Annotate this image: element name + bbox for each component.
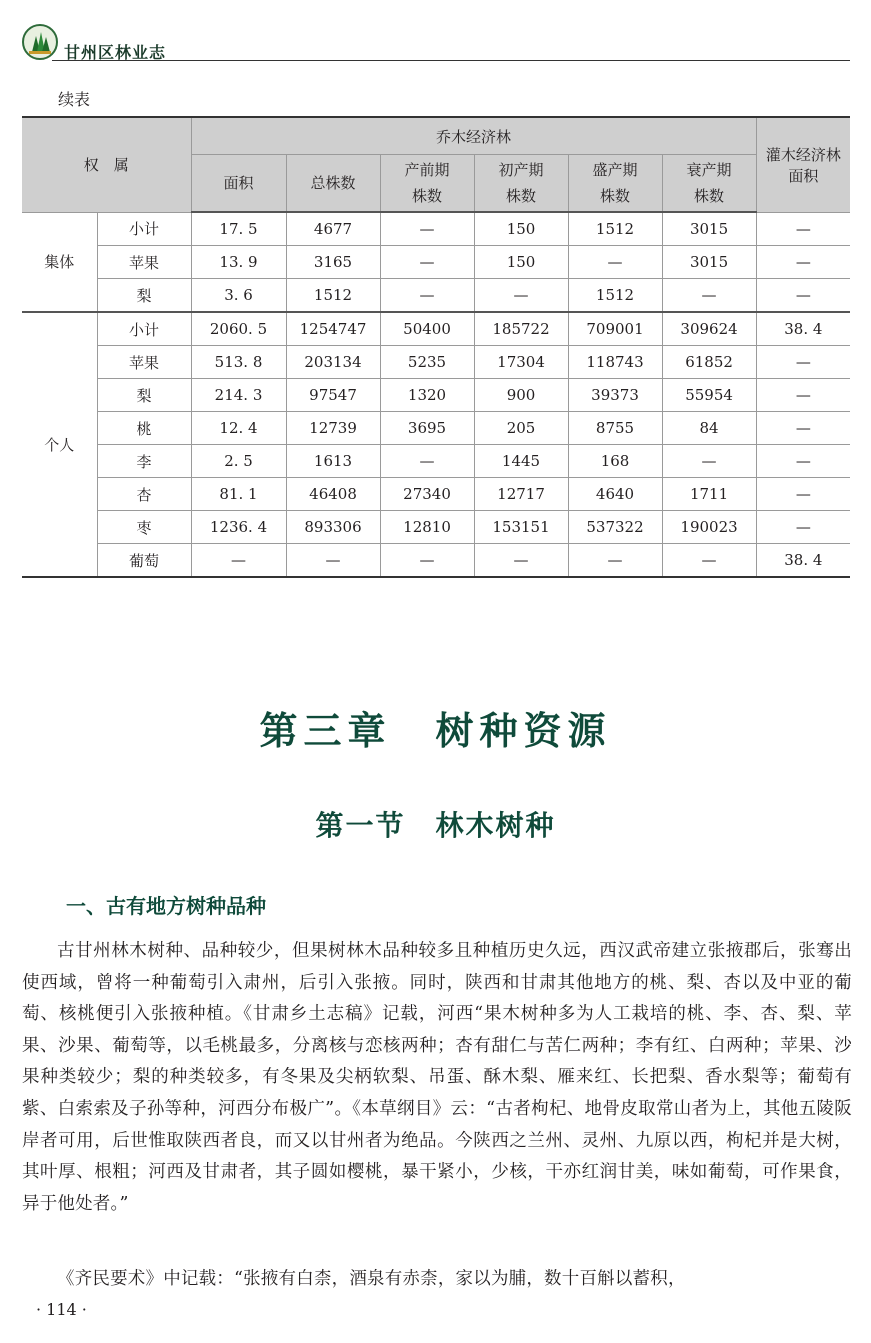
- value-cell: 8755: [568, 412, 662, 445]
- value-cell: 1711: [662, 478, 756, 511]
- species-cell: 苹果: [97, 246, 191, 279]
- value-cell: 17304: [474, 346, 568, 379]
- species-cell: 苹果: [97, 346, 191, 379]
- species-cell: 桃: [97, 412, 191, 445]
- value-cell: 1512: [568, 212, 662, 246]
- table-row: [22, 212, 850, 246]
- value-cell: 153151: [474, 511, 568, 544]
- value-cell: 39373: [568, 379, 662, 412]
- value-cell: 214. 3: [191, 379, 286, 412]
- value-cell: 3695: [380, 412, 474, 445]
- value-cell: 309624: [662, 312, 756, 346]
- value-cell: 55954: [662, 379, 756, 412]
- value-cell: 12739: [286, 412, 380, 445]
- value-cell: —: [756, 379, 850, 412]
- owner-group-cell: 集体: [22, 212, 97, 312]
- value-cell: 27340: [380, 478, 474, 511]
- species-cell: 梨: [97, 279, 191, 313]
- header-shrub-area: [756, 117, 850, 212]
- table-row: [22, 478, 850, 511]
- value-cell: —: [474, 279, 568, 313]
- value-cell: —: [568, 544, 662, 578]
- value-cell: 50400: [380, 312, 474, 346]
- value-cell: —: [662, 544, 756, 578]
- value-cell: 1445: [474, 445, 568, 478]
- value-cell: 190023: [662, 511, 756, 544]
- value-cell: —: [380, 279, 474, 313]
- species-cell: 杏: [97, 478, 191, 511]
- book-title: 甘州区林业志: [64, 43, 167, 62]
- value-cell: 3165: [286, 246, 380, 279]
- header-early: [474, 155, 568, 213]
- owner-group-cell: 个人: [22, 312, 97, 577]
- value-cell: 205: [474, 412, 568, 445]
- table-row: [22, 445, 850, 478]
- header-decline-line2: 株数: [694, 187, 725, 205]
- value-cell: 12810: [380, 511, 474, 544]
- header-area: 面积: [191, 155, 286, 213]
- header-peak-line1: 盛产期: [592, 161, 638, 179]
- value-cell: —: [756, 212, 850, 246]
- species-cell: 枣: [97, 511, 191, 544]
- value-cell: 537322: [568, 511, 662, 544]
- species-cell: 小计: [97, 212, 191, 246]
- species-cell: 葡萄: [97, 544, 191, 578]
- value-cell: —: [474, 544, 568, 578]
- value-cell: —: [568, 246, 662, 279]
- table-row: [22, 246, 850, 279]
- value-cell: —: [662, 279, 756, 313]
- value-cell: —: [756, 279, 850, 313]
- header-early-line2: 株数: [506, 187, 537, 205]
- section-title: 第一节 林木树种: [315, 809, 556, 842]
- header-pre-line2: 株数: [412, 187, 443, 205]
- body-paragraph-continued: 《齐民要术》中记载：“张掖有白柰，酒泉有赤柰，家以为脯，数十百斛以蓄积，: [57, 1269, 686, 1289]
- value-cell: 38. 4: [756, 312, 850, 346]
- header-pre-line1: 产前期: [404, 161, 450, 179]
- value-cell: 3015: [662, 212, 756, 246]
- value-cell: —: [756, 445, 850, 478]
- value-cell: —: [380, 544, 474, 578]
- species-cell: 梨: [97, 379, 191, 412]
- forest-logo-icon: [22, 24, 58, 60]
- table-row: [22, 279, 850, 313]
- species-cell: 李: [97, 445, 191, 478]
- value-cell: 13. 9: [191, 246, 286, 279]
- value-cell: 118743: [568, 346, 662, 379]
- value-cell: —: [380, 212, 474, 246]
- value-cell: —: [756, 246, 850, 279]
- header-tree-forest: 乔木经济林: [191, 117, 756, 155]
- value-cell: —: [756, 478, 850, 511]
- value-cell: 2. 5: [191, 445, 286, 478]
- table-row: [22, 511, 850, 544]
- value-cell: 893306: [286, 511, 380, 544]
- economic-forest-table: [22, 116, 850, 578]
- value-cell: —: [756, 511, 850, 544]
- value-cell: 81. 1: [191, 478, 286, 511]
- value-cell: 97547: [286, 379, 380, 412]
- header-shrub-line1: 灌木经济林: [765, 145, 841, 164]
- value-cell: 203134: [286, 346, 380, 379]
- page-header: [22, 22, 850, 62]
- header-early-line1: 初产期: [498, 161, 544, 179]
- value-cell: 185722: [474, 312, 568, 346]
- header-shrub-line2: 面积: [788, 166, 819, 185]
- value-cell: 1254747: [286, 312, 380, 346]
- value-cell: 150: [474, 246, 568, 279]
- value-cell: 5235: [380, 346, 474, 379]
- page-number: · 114 ·: [36, 1300, 87, 1319]
- continued-label: 续表: [58, 90, 91, 109]
- table-body: [22, 212, 850, 577]
- value-cell: 900: [474, 379, 568, 412]
- header-peak: [568, 155, 662, 213]
- table-row: [22, 412, 850, 445]
- header-rule: [52, 60, 850, 61]
- value-cell: 12717: [474, 478, 568, 511]
- value-cell: —: [286, 544, 380, 578]
- header-pre: [380, 155, 474, 213]
- header-decline-line1: 衰产期: [686, 161, 732, 179]
- value-cell: 84: [662, 412, 756, 445]
- value-cell: —: [380, 246, 474, 279]
- value-cell: 1512: [568, 279, 662, 313]
- value-cell: 61852: [662, 346, 756, 379]
- value-cell: 46408: [286, 478, 380, 511]
- table-row: [22, 312, 850, 346]
- value-cell: —: [662, 445, 756, 478]
- header-owner: 权 属: [22, 117, 191, 212]
- header-decline: [662, 155, 756, 213]
- value-cell: 17. 5: [191, 212, 286, 246]
- table-row: [22, 346, 850, 379]
- table-row: [22, 544, 850, 578]
- value-cell: 4677: [286, 212, 380, 246]
- header-total: 总株数: [286, 155, 380, 213]
- value-cell: 38. 4: [756, 544, 850, 578]
- value-cell: 1613: [286, 445, 380, 478]
- header-peak-line2: 株数: [600, 187, 631, 205]
- value-cell: 3. 6: [191, 279, 286, 313]
- value-cell: 150: [474, 212, 568, 246]
- subsection-title: 一、古有地方树种品种: [66, 894, 266, 918]
- value-cell: 513. 8: [191, 346, 286, 379]
- value-cell: 1512: [286, 279, 380, 313]
- value-cell: —: [756, 412, 850, 445]
- value-cell: 1320: [380, 379, 474, 412]
- table-row: [22, 379, 850, 412]
- body-paragraph: 古甘州林木树种、品种较少，但果树林木品种较多且种植历史久远，西汉武帝建立张掖郡后，张骞出使西域，曾将一种葡萄引入肃州，后引入张掖。同时，陕西和甘肃其他地方的桃、梨、杏以及中亚的葡萄、核桃便引入张掖种植。《甘肃乡土志稿》记载，河西“果木树种多为人工栽培的桃、李、杏、梨、苹果、沙果、葡萄等，以毛桃最多，分离核与恋核两种；杏有甜仁与苦仁两种；李有红、白两种；苹果、沙果种类较少；梨的种类较多，有冬果及尖柄软梨、吊蛋、酥木梨、雁来红、长把梨、香水梨等；葡萄有紫、白索索及子孙等种，河西分布极广”。《本草纲目》云：“古者枸杞、地骨皮取常山者为上，其他五陵阪岸者可用，后世惟取陕西者良，而又以甘州者为绝品。今陕西之兰州、灵州、九原以西，枸杞并是大树，其叶厚、根粗；河西及甘肃者，其子圆如樱桃，暴干紧小，少核，干亦红润甘美，味如葡萄，可作果食，异于他处者。”: [22, 941, 852, 1214]
- chapter-title: 第三章 树种资源: [259, 709, 612, 753]
- value-cell: —: [756, 346, 850, 379]
- species-cell: 小计: [97, 312, 191, 346]
- value-cell: 2060. 5: [191, 312, 286, 346]
- value-cell: —: [191, 544, 286, 578]
- value-cell: —: [380, 445, 474, 478]
- value-cell: 3015: [662, 246, 756, 279]
- value-cell: 168: [568, 445, 662, 478]
- value-cell: 1236. 4: [191, 511, 286, 544]
- value-cell: 12. 4: [191, 412, 286, 445]
- value-cell: 4640: [568, 478, 662, 511]
- value-cell: 709001: [568, 312, 662, 346]
